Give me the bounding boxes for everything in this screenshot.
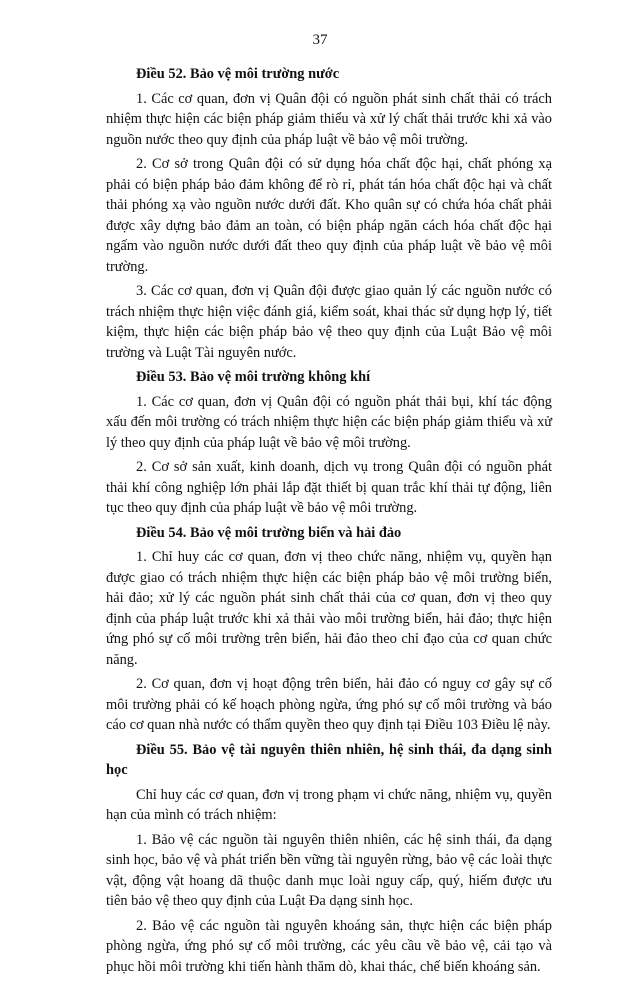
article-paragraph: Chỉ huy các cơ quan, đơn vị trong phạm vi chức năng, nhiệm vụ, quyền hạn của mình có trách nhiệm: — [106, 786, 552, 823]
article-paragraph: 2. Cơ sở trong Quân đội có sử dụng hóa chất độc hại, chất phóng xạ phải có biện pháp bảo đảm không để rò rỉ, phát tán hóa chất độc hại và chất thải phóng xạ vào nguồn nước dưới đất. Kho quân sự có chứa hóa chất phải được xây dựng bảo đảm an toàn, có biện pháp ngăn cách hóa chất độc hại ngấm vào nguồn nước dưới đất theo quy định của pháp luật về bảo vệ môi trường. — [106, 156, 552, 275]
article-54 — [106, 523, 552, 736]
article-52 — [106, 64, 552, 363]
article-heading: Điều 54. Bảo vệ môi trường biển và hải đảo — [136, 524, 402, 541]
article-paragraph: 1. Chỉ huy các cơ quan, đơn vị theo chức năng, nhiệm vụ, quyền hạn được giao có trách nhiệm thực hiện các biện pháp bảo vệ môi trường biển, hải đảo; xử lý các nguồn phát sinh chất thải của cơ quan, đơn vị theo quy định của pháp luật trước khi xả thải vào môi trường biển, hải đảo; thực hiện ứng phó sự cố môi trường trên biển, hải đảo theo chỉ đạo của cơ quan chức năng. — [106, 549, 552, 668]
article-heading: Điều 52. Bảo vệ môi trường nước — [136, 66, 340, 82]
article-paragraph: 1. Các cơ quan, đơn vị Quân đội có nguồn phát thải bụi, khí tác động xấu đến môi trường có trách nhiệm thực hiện các biện pháp giảm thiểu và xử lý theo quy định của pháp luật về bảo vệ môi trường. — [106, 393, 552, 451]
article-55 — [106, 740, 552, 978]
article-paragraph: 1. Bảo vệ các nguồn tài nguyên thiên nhiên, các hệ sinh thái, đa dạng sinh học, bảo vệ và phát triển bền vững tài nguyên rừng, bảo vệ các loài thực vật, động vật hoang dã thuộc danh mục loài nguy cấp, quý, hiếm được ưu tiên bảo vệ theo quy định của Luật Đa dạng sinh học. — [106, 831, 552, 909]
page-number: 37 — [312, 32, 328, 48]
article-heading: Điều 55. Bảo vệ tài nguyên thiên nhiên, hệ sinh thái, đa dạng sinh học — [106, 741, 552, 778]
article-heading: Điều 53. Bảo vệ môi trường không khí — [136, 369, 371, 385]
article-paragraph: 1. Các cơ quan, đơn vị Quân đội có nguồn phát sinh chất thải có trách nhiệm thực hiện các biện pháp giảm thiểu và xử lý chất thải trước khi xả vào nguồn nước theo quy định của pháp luật về bảo vệ môi trường. — [106, 90, 552, 148]
article-53 — [106, 367, 552, 519]
article-paragraph: 2. Cơ sở sản xuất, kinh doanh, dịch vụ trong Quân đội có nguồn phát thải khí công nghiệp lớn phải lắp đặt thiết bị quan trắc khí thải tự động, liên tục theo quy định của pháp luật về bảo vệ môi trường. — [106, 459, 552, 516]
article-paragraph: 2. Cơ quan, đơn vị hoạt động trên biển, hải đảo có nguy cơ gây sự cố môi trường phải có kế hoạch phòng ngừa, ứng phó sự cố môi trường và báo cáo cơ quan nhà nước có thẩm quyền theo quy định tại Điều 103 Điều lệ này. — [106, 676, 552, 733]
article-paragraph: 3. Các cơ quan, đơn vị Quân đội được giao quản lý các nguồn nước có trách nhiệm thực hiện việc đánh giá, kiểm soát, khai thác sử dụng hợp lý, tiết kiệm, thực hiện các biện pháp bảo vệ theo quy định của Luật Bảo vệ môi trường và Luật Tài nguyên nước. — [106, 283, 552, 361]
document-body — [106, 64, 552, 981]
article-paragraph: 2. Bảo vệ các nguồn tài nguyên khoáng sản, thực hiện các biện pháp phòng ngừa, ứng phó sự cố môi trường, các yêu cầu về bảo vệ, cải tạo và phục hồi môi trường khi tiến hành thăm dò, khai thác, chế biến khoáng sản. — [106, 917, 552, 975]
